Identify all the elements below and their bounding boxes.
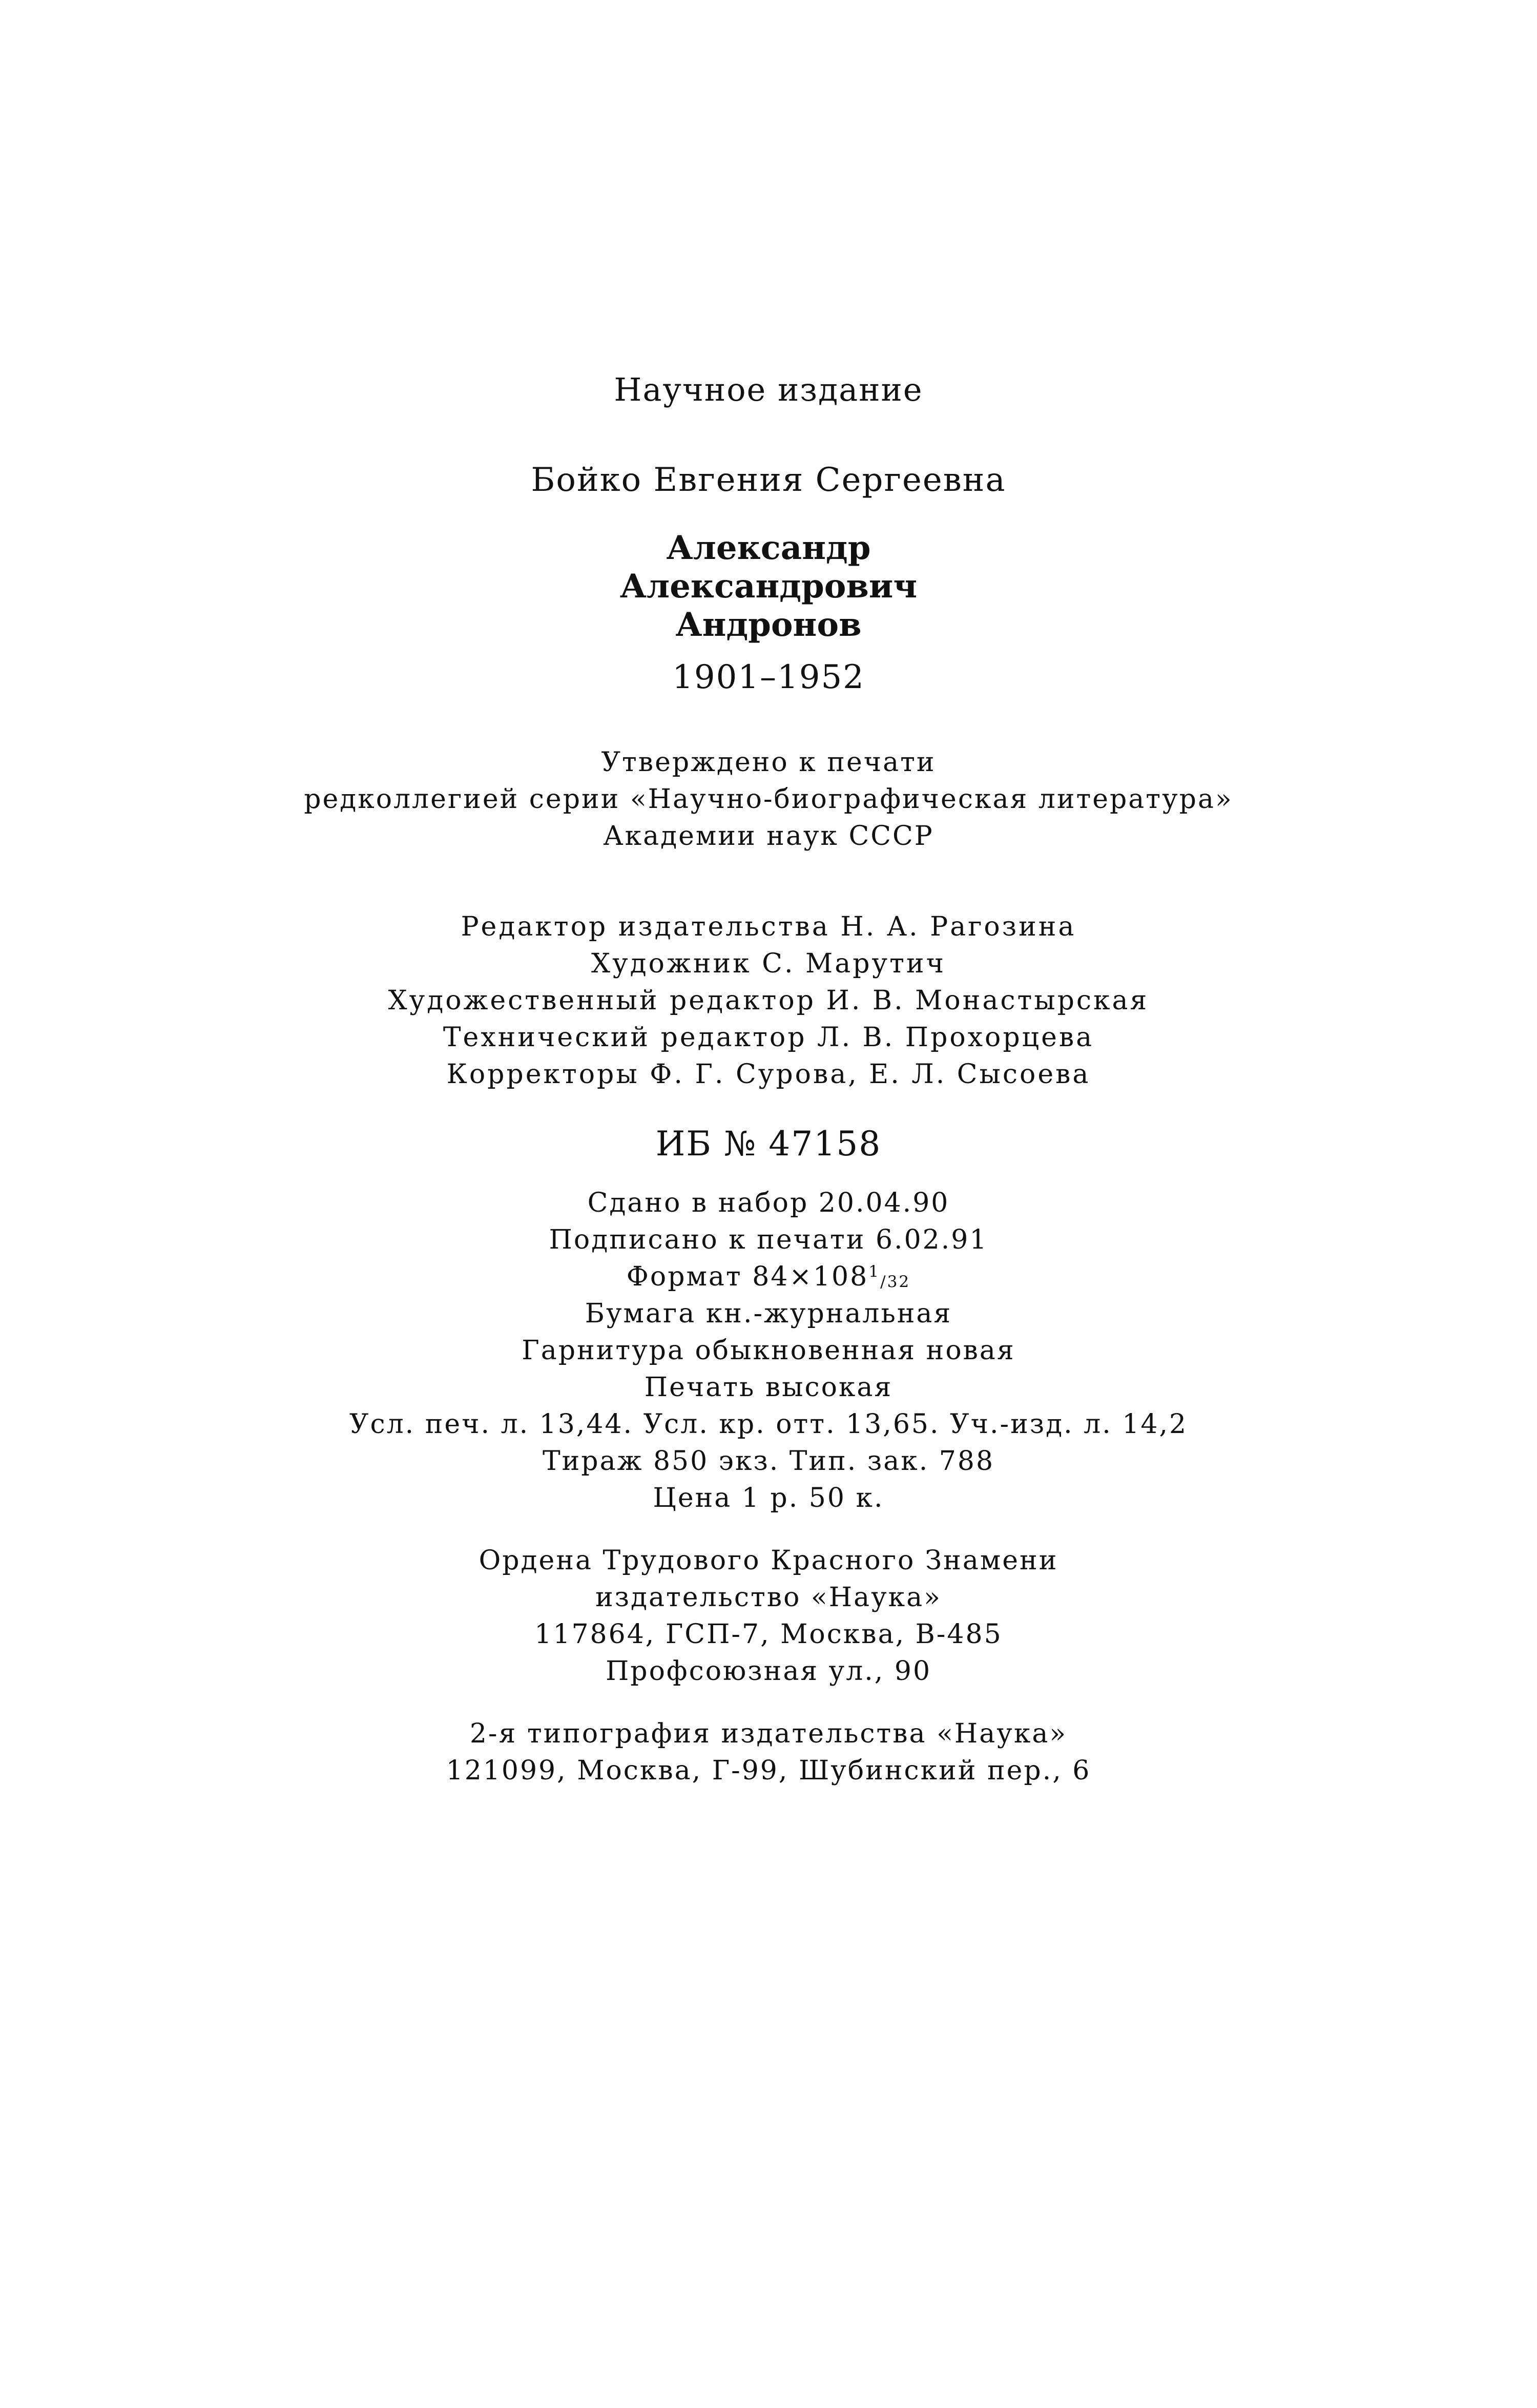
publisher-line-2: издательство «Наука» (595, 1582, 942, 1613)
author-name: Бойко Евгения Сергеевна (531, 461, 1006, 499)
format-sup: 1 (868, 1262, 881, 1281)
format-line (0, 1263, 1537, 1290)
signed-date: Подписано к печати 6.02.91 (549, 1224, 988, 1255)
subject-last-name: Андронов (675, 606, 862, 644)
publisher-line-1: Ордена Трудового Красного Знамени (479, 1545, 1058, 1576)
price: Цена 1 р. 50 к. (653, 1483, 884, 1513)
publisher-line-3: 117864, ГСП-7, Москва, В-485 (534, 1619, 1003, 1650)
ib-number: ИБ № 47158 (655, 1124, 882, 1164)
sheets-info: Усл. печ. л. 13,44. Усл. кр. отт. 13,65. Уч.-изд. л. 14,2 (349, 1409, 1188, 1440)
approval-line-2: редколлегией серии «Научно-биографическая литература» (304, 784, 1233, 815)
typeset-date: Сдано в набор 20.04.90 (587, 1188, 950, 1218)
printer-line-1: 2-я типография издательства «Наука» (469, 1718, 1068, 1749)
staff-tech-editor: Технический редактор Л. В. Прохорцева (443, 1022, 1094, 1053)
subject-first-name: Александр (666, 529, 871, 567)
format-sub: /32 (880, 1273, 911, 1292)
publisher-line-4: Профсоюзная ул., 90 (605, 1656, 932, 1687)
staff-proofreaders: Корректоры Ф. Г. Сурова, Е. Л. Сысоева (446, 1059, 1091, 1090)
format-label: Формат 84×108 (626, 1261, 869, 1292)
print-method: Печать высокая (644, 1372, 893, 1403)
subject-years: 1901–1952 (672, 658, 865, 696)
staff-editor: Редактор издательства Н. А. Рагозина (461, 911, 1076, 942)
approval-line-3: Академии наук СССР (603, 821, 934, 852)
staff-art-editor: Художественный редактор И. В. Монастырская (388, 985, 1149, 1016)
staff-artist: Художник С. Марутич (591, 948, 946, 979)
approval-line-1: Утверждено к печати (601, 747, 936, 778)
series-type: Научное издание (614, 371, 923, 408)
subject-patronymic: Александрович (619, 567, 918, 606)
printer-line-2: 121099, Москва, Г-99, Шубинский пер., 6 (446, 1755, 1091, 1786)
typeface: Гарнитура обыкновенная новая (522, 1335, 1015, 1366)
print-run: Тираж 850 экз. Тип. зак. 788 (542, 1446, 995, 1477)
paper-type: Бумага кн.-журнальная (585, 1298, 952, 1329)
